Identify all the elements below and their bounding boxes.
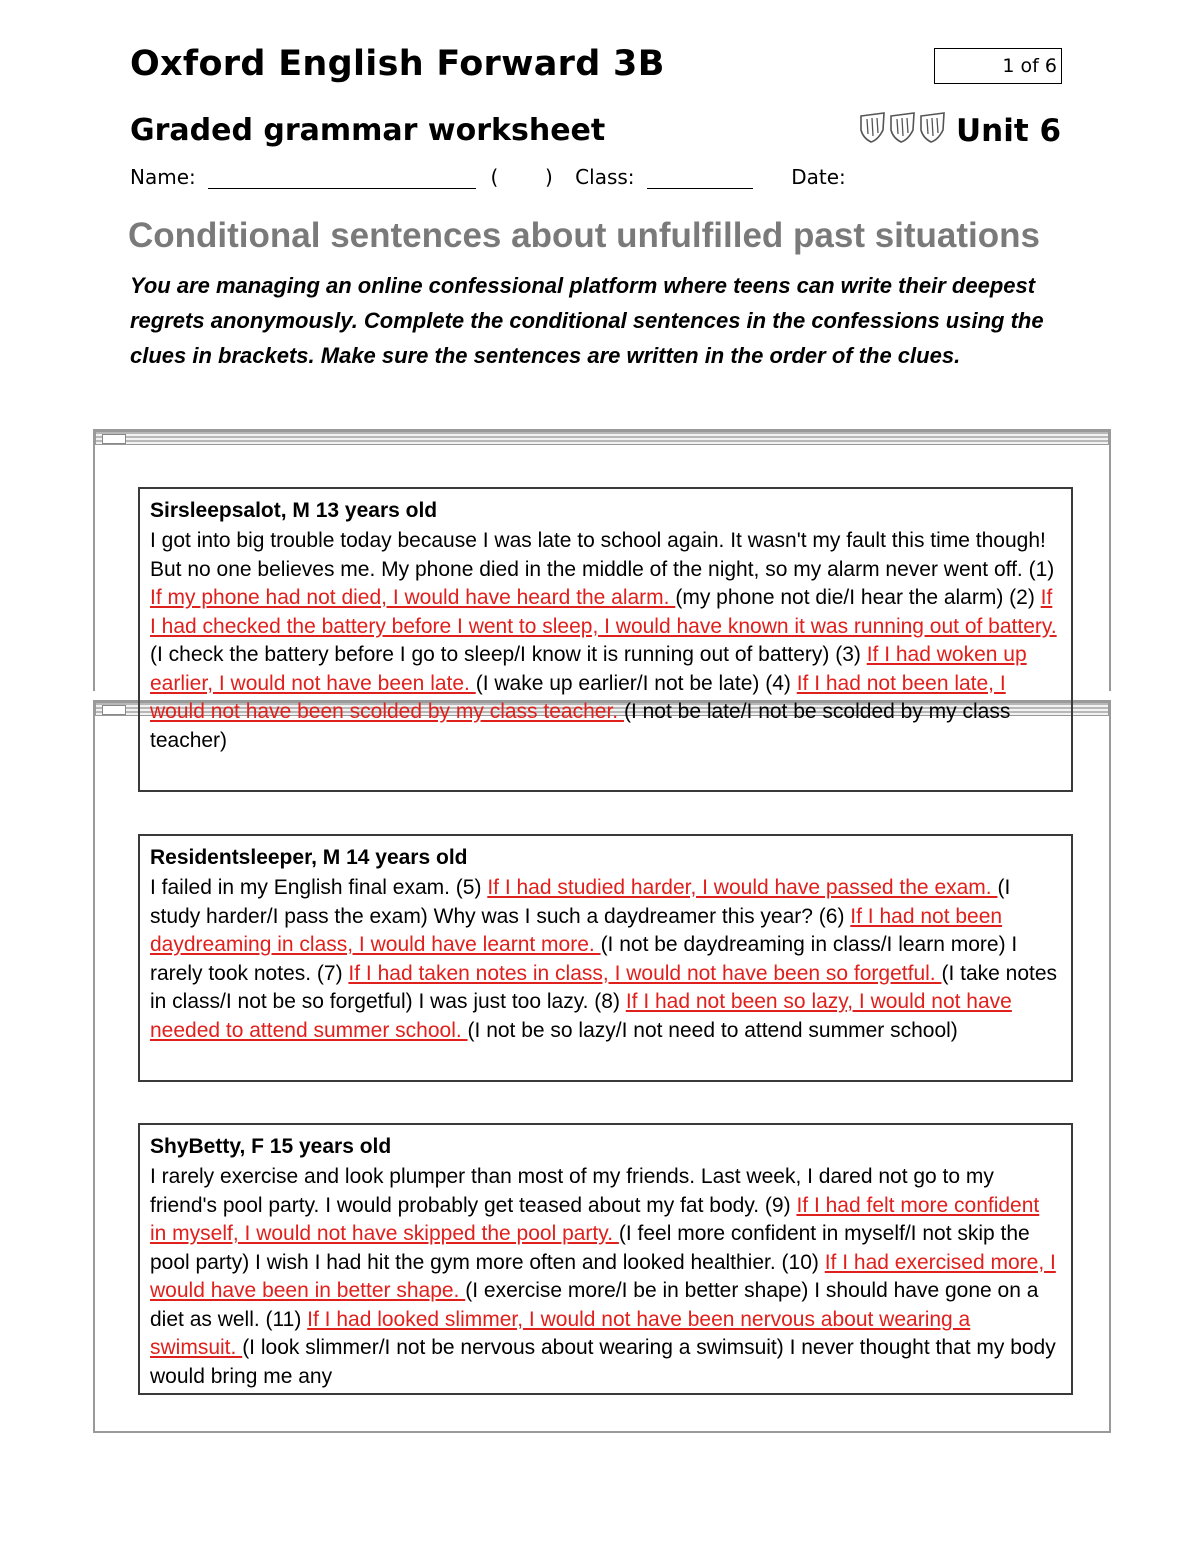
- answer-text: If I had felt more confident in myself, I would not have skipped the pool party.: [150, 1193, 1040, 1245]
- answer-text: If I had looked slimmer, I would not have been nervous about wearing a swimsuit.: [150, 1307, 971, 1359]
- confession-author: Sirsleepsalot, M 13 years old: [150, 499, 438, 522]
- paren-open: (: [490, 165, 499, 189]
- date-label: Date:: [791, 165, 846, 189]
- answer-text: If I had studied harder, I would have passed the exam.: [487, 876, 998, 899]
- answer-text: If my phone had not died, I would have heard the alarm.: [150, 586, 676, 609]
- confession-card: [138, 834, 1073, 1082]
- prompt-text: (I wake up earlier/I not be late) (4): [475, 671, 797, 695]
- section-title: Conditional sentences about unfulfilled past situations: [128, 216, 1040, 255]
- prompt-text: (I check the battery before I go to sleep/I know it is running out of battery) (3): [150, 643, 867, 666]
- sheet-title: Graded grammar worksheet: [130, 113, 606, 148]
- confession-author: ShyBetty, F 15 years old: [150, 1135, 392, 1158]
- answer-text: If I had not been so lazy, I would not have needed to attend summer school.: [150, 990, 1012, 1042]
- window-button-icon: [102, 434, 126, 444]
- window-title-bar: [95, 431, 1109, 445]
- prompt-text: (I not be daydreaming in class/I learn more) I rarely took notes. (7): [150, 933, 1018, 985]
- prompt-text: (I look slimmer/I not be nervous about wearing a swimsuit) I never thought that my body would bring me any: [150, 1336, 1056, 1388]
- prompt-text: (I feel more confident in myself/I not skip the pool party) I wish I had hit the gym more often and looked healthier. (10): [150, 1222, 1030, 1274]
- unit-label: Unit 6: [956, 113, 1062, 149]
- page-indicator: 1 of 6: [934, 48, 1062, 84]
- name-label: Name:: [130, 165, 196, 189]
- prompt-text: (I not be so lazy/I not need to attend summer school): [467, 1018, 958, 1042]
- window-button-icon: [102, 705, 126, 715]
- answer-text: If I had taken notes in class, I would not have been so forgetful.: [348, 961, 942, 985]
- answer-text: If I had woken up earlier, I would not have been late.: [150, 643, 1027, 695]
- paren-close: ): [545, 165, 553, 189]
- confession-text: [150, 874, 1061, 1045]
- class-label: Class:: [575, 165, 635, 189]
- answer-text: If I had checked the battery before I went to sleep, I would have known it was running out of battery.: [150, 586, 1057, 638]
- answer-text: If I had not been late, I would not have been scolded by my class teacher.: [150, 671, 1006, 723]
- prompt-text: (my phone not die/I hear the alarm) (2): [675, 586, 1041, 609]
- confession-text: [150, 1163, 1061, 1391]
- prompt-text: I got into big trouble today because I was late to school again. It wasn't my fault this time though! But no one believes me. My phone died in the middle of the night, so my alarm never went off. (1): [150, 529, 1055, 581]
- instructions: You are managing an online confessional platform where teens can write their deepest regrets anonymously. Complete the conditional sentences in the confessions using the clues in brackets. Make sure the sentences are written in the order of the clues.: [130, 273, 1044, 368]
- prompt-text: I failed in my English final exam. (5): [150, 876, 488, 899]
- confession-text: [150, 527, 1061, 755]
- three-shield-difficulty-icon: [858, 110, 950, 144]
- prompt-text: (I study harder/I pass the exam) Why was I such a daydreamer this year? (6): [150, 876, 1011, 928]
- confession-author: Residentsleeper, M 14 years old: [150, 846, 468, 869]
- book-title: Oxford English Forward 3B: [130, 44, 665, 84]
- class-field[interactable]: [647, 166, 753, 189]
- prompt-text: I rarely exercise and look plumper than most of my friends. Last week, I dared not go to my friend's pool party. I would probably get teased about my fat body. (9): [150, 1165, 994, 1217]
- student-info-line: [130, 165, 846, 189]
- confession-card: [138, 1123, 1073, 1395]
- prompt-text: (I exercise more/I be in better shape) I should have gone on a diet as well. (11): [150, 1279, 1039, 1331]
- prompt-text: (I not be late/I not be scolded by my class teacher): [150, 700, 1011, 752]
- confession-card: [138, 487, 1073, 792]
- name-field[interactable]: [208, 166, 476, 189]
- prompt-text: (I take notes in class/I not be so forgetful) I was just too lazy. (8): [150, 961, 1058, 1013]
- answer-text: If I had not been daydreaming in class, I would have learnt more.: [150, 904, 1003, 956]
- answer-text: If I had exercised more, I would have been in better shape.: [150, 1250, 1056, 1302]
